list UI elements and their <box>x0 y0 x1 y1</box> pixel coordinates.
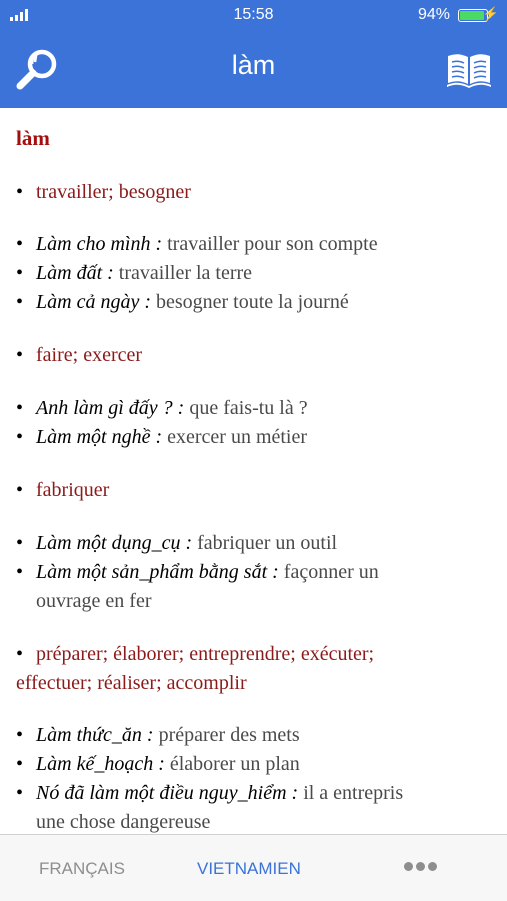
tab-vietnamien[interactable]: VIETNAMIEN <box>197 859 301 878</box>
definition-continuation: effectuer; réaliser; accomplir <box>16 672 247 694</box>
example-continuation: ouvrage en fer <box>36 590 152 612</box>
battery-level <box>460 11 484 20</box>
status-bar <box>0 0 507 32</box>
example-item: • Làm thức_ăn : préparer des mets <box>16 724 300 746</box>
example-item: • Làm cả ngày : besogner toute la journé <box>16 291 349 313</box>
dictionary-button[interactable] <box>445 50 493 90</box>
example-item: • Anh làm gì đấy ? : que fais-tu là ? <box>16 397 308 419</box>
example-item: • Làm một sản_phẩm bằng sắt : façonner un <box>16 561 379 583</box>
tab-bar <box>0 834 507 901</box>
app-header <box>0 0 507 108</box>
example-item: • Làm một nghề : exercer un métier <box>16 426 308 448</box>
example-item: • Làm đất : travailler la terre <box>16 262 253 284</box>
status-time: 15:58 <box>233 6 274 23</box>
entry-content[interactable] <box>0 108 507 834</box>
battery-percent: 94% <box>417 6 450 23</box>
tab-francais[interactable]: FRANÇAIS <box>39 859 125 878</box>
example-continuation: une chose dangereuse <box>36 811 211 833</box>
charging-icon: ⚡ <box>482 6 499 21</box>
book-icon <box>445 50 493 90</box>
definition-item: • faire; exercer <box>16 344 143 366</box>
definition-item: • préparer; élaborer; entreprendre; exécuter; <box>16 643 375 665</box>
headword: làm <box>16 126 50 150</box>
page-title: làm <box>231 50 276 80</box>
definition-item: • travailler; besogner <box>16 181 191 203</box>
example-item: • Nó đã làm một điều nguy_hiểm : il a entrepris <box>16 782 404 804</box>
example-item: • Làm một dụng_cụ : fabriquer un outil <box>16 532 338 554</box>
example-item: • Làm cho mình : travailler pour son compte <box>16 233 378 255</box>
example-item: • Làm kế_hoạch : élaborer un plan <box>16 753 300 775</box>
definition-item: • fabriquer <box>16 479 110 501</box>
more-icon[interactable] <box>404 862 437 871</box>
